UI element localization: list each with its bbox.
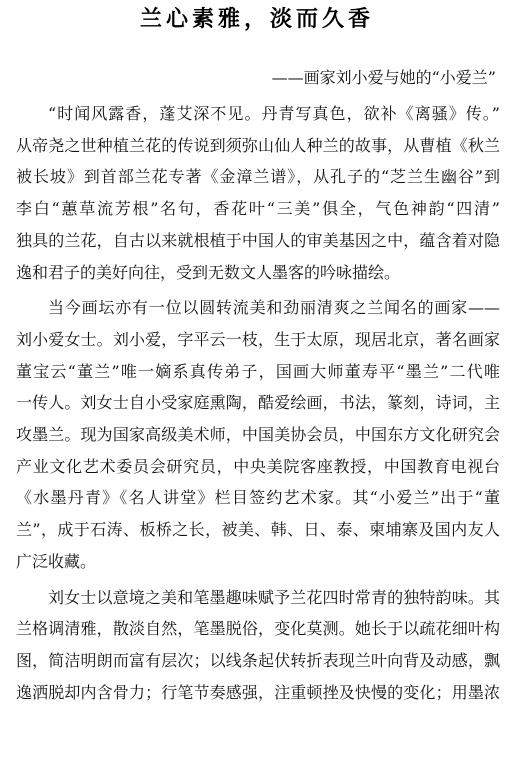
paragraph-1 bbox=[16, 98, 500, 288]
text-line: 一传人。刘女士自小受家庭熏陶，酷爱绘画，书法，篆刻，诗词，主 bbox=[16, 393, 500, 413]
text-line: 广泛收藏。 bbox=[16, 551, 97, 571]
text-line: 产业文化艺术委员会研究员，中央美院客座教授，中国教育电视台 bbox=[16, 456, 500, 476]
text-line: 被长坡》到首部兰花专著《金漳兰谱》，从孔子的“芝兰生幽谷”到 bbox=[16, 167, 500, 187]
text-line: 兰”，成于石涛、板桥之长，被美、韩、日、泰、柬埔寨及国内友人 bbox=[16, 520, 500, 540]
text-line: 《水墨丹青》《名人讲堂》栏目签约艺术家。其“小爱兰”出于“董 bbox=[16, 488, 500, 508]
text-line: 从帝尧之世种植兰花的传说到须弥山仙人种兰的故事，从曹植《秋兰 bbox=[16, 135, 500, 155]
article-subtitle: ——画家刘小爱与她的“小爱兰” bbox=[271, 68, 496, 87]
text-line: 逸洒脱却内含骨力；行笔节奏感强，注重顿挫及快慢的变化；用墨浓 bbox=[16, 682, 500, 702]
text-line: 当今画坛亦有一位以圆转流美和劲丽清爽之兰闻名的画家—— bbox=[48, 298, 500, 318]
text-line: 独具的兰花，自古以来就根植于中国人的审美基因之中，蕴含着对隐 bbox=[16, 230, 500, 250]
paragraph-3 bbox=[16, 582, 500, 709]
text-line: 逸和君子的美好向往，受到无数文人墨客的吟咏描绘。 bbox=[16, 262, 401, 282]
text-line: 攻墨兰。现为国家高级美术师，中国美协会员，中国东方文化研究会 bbox=[16, 425, 500, 445]
text-line: 李白“蕙草流芳根”名句，香花叶“三美”俱全，气色神韵“四清” bbox=[16, 199, 500, 219]
text-line: 兰格调清雅，散淡自然，笔墨脱俗，变化莫测。她长于以疏花细叶构 bbox=[16, 619, 500, 639]
article-title: 兰心素雅，淡而久香 bbox=[139, 7, 374, 32]
paragraph-2 bbox=[16, 292, 500, 577]
text-line: 董宝云“董兰”唯一嫡系真传弟子，国画大师董寿平“墨兰”二代唯 bbox=[16, 361, 500, 381]
text-line: 图，简洁明朗而富有层次；以线条起伏转折表现兰叶向背及动感，飘 bbox=[16, 650, 500, 670]
text-line: 刘小爱女士。刘小爱，字平云一枝，生于太原，现居北京，著名画家 bbox=[16, 329, 500, 349]
article-body bbox=[16, 98, 500, 712]
text-line: “时闻风露香，蓬艾深不见。丹青写真色，欲补《离骚》传。” bbox=[48, 104, 500, 123]
text-line: 刘女士以意境之美和笔墨趣味赋予兰花四时常青的独特韵味。其 bbox=[48, 587, 500, 607]
